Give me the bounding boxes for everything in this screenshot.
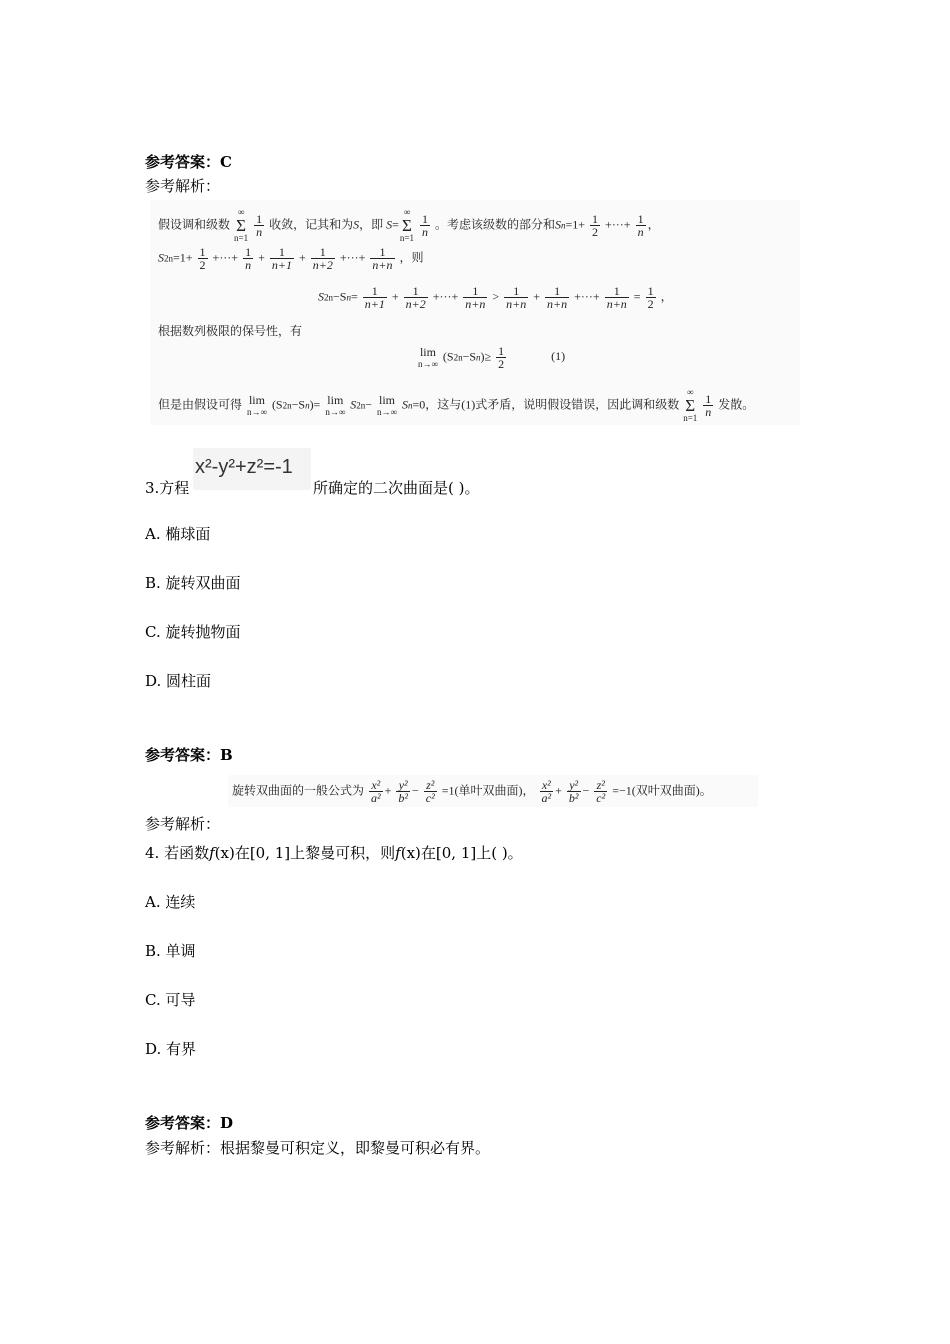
q3-option-b: B. 旋转双曲面 — [145, 574, 241, 592]
q3-suffix: 所确定的二次曲面是( )。 — [313, 479, 480, 497]
q3-option-d: D. 圆柱面 — [145, 672, 212, 690]
q4-stem: 4. 若函数f(x)在[0, 1]上黎曼可积，则f(x)在[0, 1]上( )。 — [145, 844, 523, 862]
q2-answer: 参考答案：C — [145, 153, 232, 171]
q4-option-a: A. 连续 — [145, 893, 196, 911]
q4-analysis: 参考解析：根据黎曼可积定义，即黎曼可积必有界。 — [145, 1139, 491, 1157]
q3-equation-image: x²-y²+z²=-1 — [193, 448, 311, 490]
q3-prefix: 3.方程 — [145, 479, 190, 497]
q3-option-c: C. 旋转抛物面 — [145, 623, 241, 641]
q3-option-a: A. 椭球面 — [145, 525, 211, 543]
q4-option-c: C. 可导 — [145, 991, 196, 1009]
q4-answer: 参考答案：D — [145, 1114, 234, 1132]
q3-answer: 参考答案：B — [145, 746, 233, 764]
q4-option-d: D. 有界 — [145, 1040, 197, 1058]
q3-analysis-label: 参考解析： — [145, 815, 221, 833]
q2-analysis-label: 参考解析： — [145, 177, 221, 195]
q3-formula-image: 旋转双曲面的一般公式为 $\frac{\text{x²}}{\text{a²}}$ + $\frac{\text{y²}}{\text{b²}}$ − $\frac{\text{z²}}{\text{c²}}$ =1(单叶双曲面)， $\frac{\text{x²}}{\text{a²}}$ + $\frac{\text{y²}}{\text{b²}}$ − $\frac{\text{z²}}{\text{c²}}$ =−1(双叶双曲面)。 — [228, 775, 758, 807]
q2-proof-image: 假设调和级数 ∞ Σ n=1 $\frac{1}{n}$ 收敛，记其和为S，即 S=∞ Σ n=1 $\frac{1}{n}$ 。考虑该级数的部分和Sn=1+ $\frac{1}{2}$ +···+ $\frac{1}{n}$ ， S2n=1+ $\frac{1}{2}$ +···+ $\frac{1}{n}$ + $\frac{1}{n+1}$ + $\frac{1}{n+2}$ +···+ $\frac{1}{n+n}$ ，则 S2n−Sn= $\frac{1}{n+1}$ + $\frac{1}{n+2}$ +···+ $\frac{1}{n+n}$ > $\frac{1}{n+n}$ + $\frac{1}{n+n}$ +···+ $\frac{1}{n+n}$ = $\frac{1}{2}$ ， 根据数列极限的保号性，有 lim n→∞ (S2n−Sn)≥ $\frac{1}{2}$ (1) 但是由假设可得 lim n→∞ (S2n−Sn)= lim n→∞ S2n− lim n→∞ Sn=0，这与(1)式矛盾，说明假设错误，因此调和级数 ∞ Σ n=1 $\frac{1}{n}$ 发散。 — [150, 200, 800, 425]
q4-option-b: B. 单调 — [145, 942, 196, 960]
